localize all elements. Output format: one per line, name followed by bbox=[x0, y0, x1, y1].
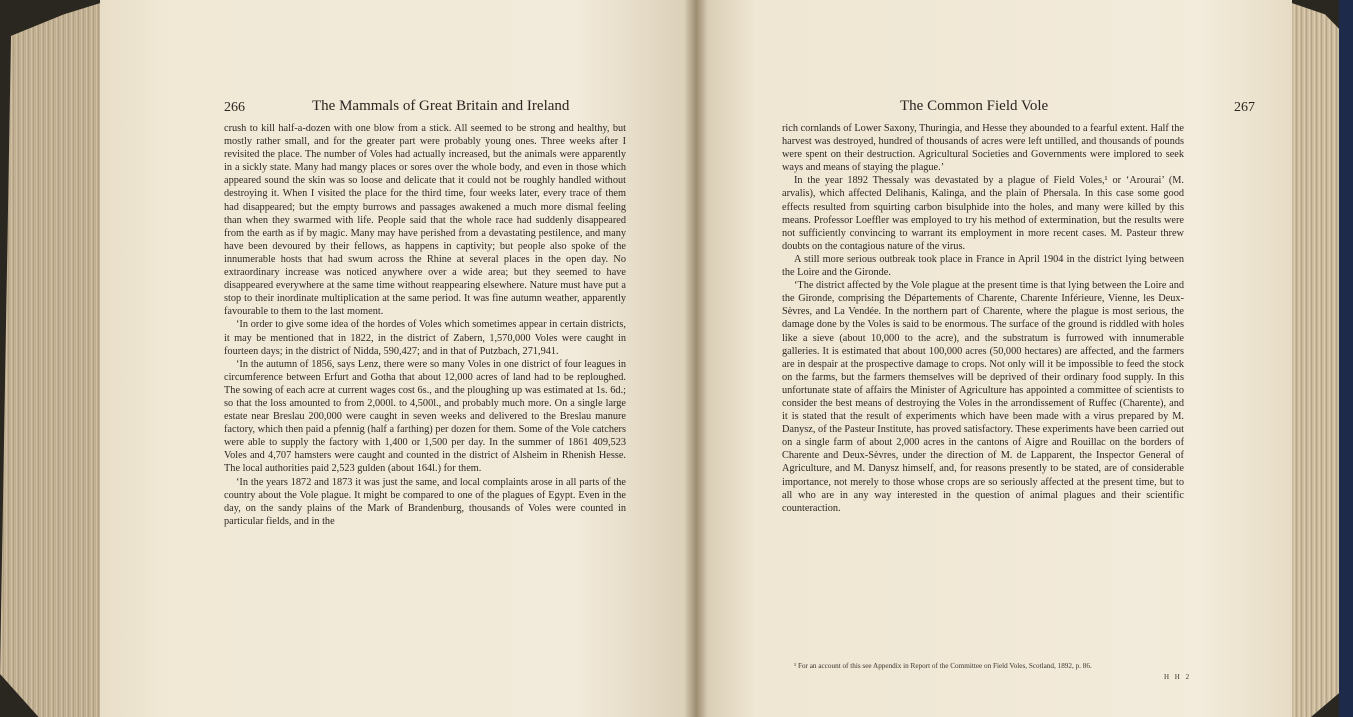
left-page-number: 266 bbox=[224, 100, 245, 115]
left-page-edges bbox=[0, 0, 110, 717]
left-running-head: The Mammals of Great Britain and Ireland bbox=[312, 98, 570, 114]
left-paragraph: ‘In the years 1872 and 1873 it was just the same, and local complaints arose in all parts of the country about the Vole plague. It might be compared to one of the plagues of Egypt. Even in the day, on the sandy plains of the Mark of Brandenburg, thousands of Voles were counted in particular fields, and in the bbox=[224, 476, 626, 527]
left-paragraph: ‘In order to give some idea of the hordes of Voles which sometimes appear in certain districts, it may be mentioned that in 1822, in the district of Zabern, 1,570,000 Voles were caught in fourteen days; in the district of Nidda, 590,427; and in that of Putzbach, 271,941. bbox=[224, 319, 626, 357]
left-paragraph: crush to kill half-a-dozen with one blow from a stick. All seemed to be strong and healthy, but mostly rather small, and for the greater part were probably young ones. Three weeks after I revisited the place. The number of Voles had actually increased, but the animals were apparently in a sickly state. Many had mangy places or sores over the whole body, and even in those which appeared sound the skin was so loose and delicate that it could not be roughly handled without destroying it. When I visited the place for the third time, four weeks later, every trace of them had disappeared; but the empty burrows and passages awakened a much more dismal feeling than when they swarmed with life. People said that the whole race had suddenly disappeared from the earth as if by magic. Many may have perished from a devastating pestilence, and many have been devoured by their fellows, as happens in captivity; but people also spoke of the innumerable hosts that had swum across the Rhine at several places in the open day. No extraordinary increase was noticed anywhere over a wide area; but they seemed to have disappeared everywhere at the same time without reappearing elsewhere. Nature must have put a stop to their inordinate multiplication at the same period. It was fine autumn weather, apparently favourable to them to the last moment. bbox=[224, 123, 626, 318]
right-paragraph: rich cornlands of Lower Saxony, Thuringia, and Hesse they abounded to a fearful extent. Half the harvest was destroyed, hundred of thousands of acres were left untilled, and thousands of pounds were spent on their destruction. Agricultural Societies and Governments were implored to seek ways and means of staying the plague.’ bbox=[782, 123, 1184, 174]
left-paragraph: ‘In the autumn of 1856, says Lenz, there were so many Voles in one district of four leagues in circumference between Erfurt and Gotha that about 12,000 acres of land had to be reploughed. The sowing of each acre at current wages cost 6s., and the ploughing up was estimated at 1s. 6d.; so that the loss amounted to from 2,000l. to 4,500l., and probably much more. On a single large estate near Breslau 200,000 were caught in seven weeks and delivered to the Breslau manure factory, which then paid a pfennig (half a farthing) per dozen for them. Some of the Vole catchers were able to supply the factory with 1,400 or 1,500 per day. In the summer of 1861 409,523 Voles and 4,707 hamsters were caught and counted in the district of Alsheim in Rhenish Hesse. The local authorities paid 2,523 gulden (about 164l.) for them. bbox=[224, 358, 626, 475]
signature-mark: H H 2 bbox=[1164, 673, 1192, 681]
right-running-head: The Common Field Vole bbox=[900, 98, 1049, 114]
right-paragraph: In the year 1892 Thessaly was devastated by a plague of Field Voles,¹ or ‘Arourai’ (M. arvalis), which affected Delihanis, Kalinga, and the plain of Phersala. In this case some good effects resulted from squirting carbon bisulphide into the holes, and many were killed by this means. Professor Loeffler was employed to try his method of extermination, but the results were not sufficiently convincing to warrant its employment in more recent cases. M. Pasteur threw doubts on the contagious nature of the virus. bbox=[782, 175, 1184, 252]
right-body-text bbox=[782, 122, 1184, 515]
book-gutter bbox=[684, 0, 708, 717]
right-page-number: 267 bbox=[1234, 100, 1255, 115]
right-paragraph: ‘The district affected by the Vole plague at the present time is that lying between the Loire and the Gironde, comprising the Départements of Charente, Charente Inférieure, Vienne, les Deux-Sèvres, and La Vendée. In the northern part of Charente, where the plague is most serious, the damage done by the Voles is said to be enormous. The surface of the ground is riddled with holes like a sieve (about 10,000 to the acre), and the substratum is furrowed with innumerable galleries. It is estimated that about 100,000 acres (50,000 hectares) are affected, and the farmers are in despair at the prospective damage to crops. Not only will it be impossible to feed the stock on the farms, but the farmers themselves will be deprived of their ordinary food supply. In this unfortunate state of affairs the Minister of Agriculture has appointed a committee of scientists to consider the best means of destroying the Voles in the arrondissement of Ruffec (Charente), and it is stated that the result of experiments which have been made with a virus prepared by M. Danysz, of the Pasteur Institute, has proved satisfactory. These experiments have been carried out on a single farm of about 2,000 acres in the cantons of Aigre and Rouillac on the borders of Charente and Deux-Sèvres, under the direction of M. de Lapparent, the Inspector General of Agriculture, and M. Danysz himself, and, for reasons presently to be stated, are of considerable importance, not merely to those whose crops are so seriously affected at the present time, but to all who are in any way interested in the question of animal plagues and their scientific counteraction. bbox=[782, 280, 1184, 514]
right-page bbox=[696, 0, 1292, 717]
right-paragraph: A still more serious outbreak took place in France in April 1904 in the district lying between the Loire and the Gironde. bbox=[782, 253, 1184, 279]
footnote: ¹ For an account of this see Appendix in Report of the Committee on Field Voles, Scotland, 1892, p. 86. bbox=[794, 662, 1092, 670]
left-body-text bbox=[224, 122, 626, 528]
book-cover-edge bbox=[1339, 0, 1353, 717]
left-page bbox=[100, 0, 696, 717]
